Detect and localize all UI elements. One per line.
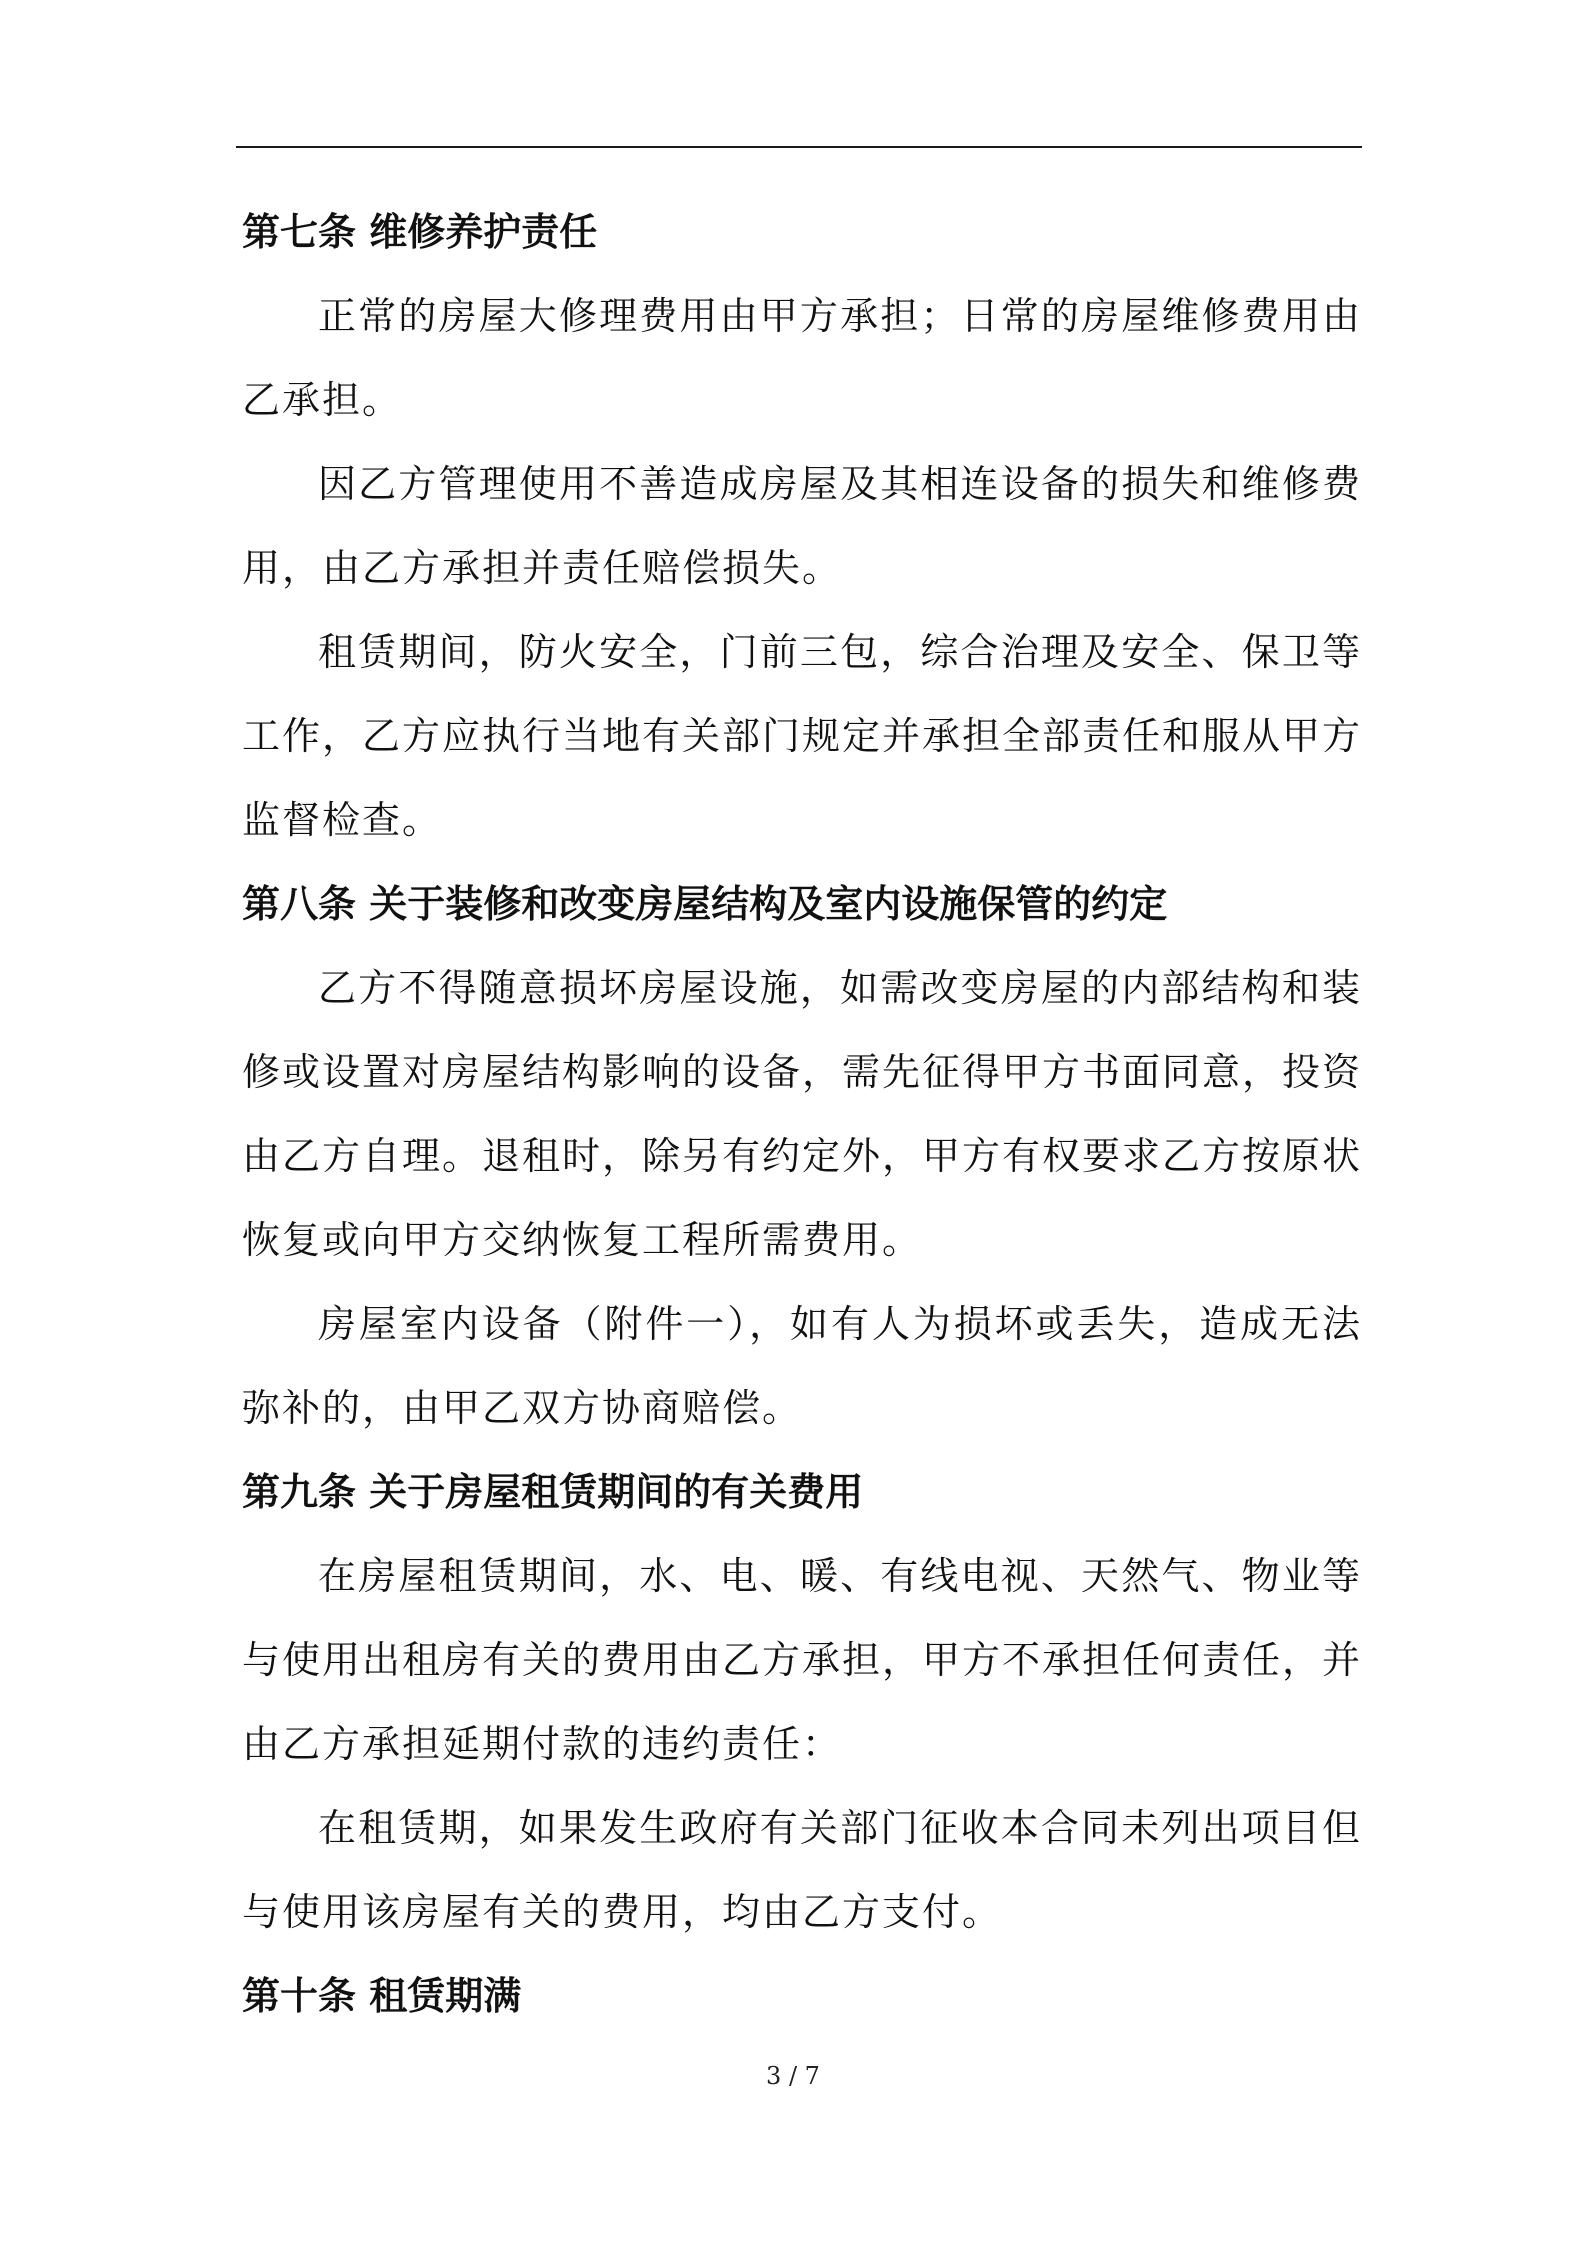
section-article-10 bbox=[242, 1954, 1362, 2038]
section-heading: 第十条 租赁期满 bbox=[242, 1974, 522, 2018]
section-heading: 第九条 关于房屋租赁期间的有关费用 bbox=[242, 1470, 864, 1514]
document-body bbox=[242, 190, 1362, 2038]
section-heading: 第七条 维修养护责任 bbox=[242, 210, 598, 254]
section-article-8 bbox=[242, 862, 1362, 1450]
page-number: 3 / 7 bbox=[766, 2062, 820, 2090]
section-article-7 bbox=[242, 190, 1362, 862]
paragraph: 租赁期间，防火安全，门前三包，综合治理及安全、保卫等工作，乙方应执行当地有关部门规定并承担全部责任和服从甲方监督检查。 bbox=[242, 630, 1363, 842]
header-rule bbox=[236, 146, 1362, 148]
paragraph: 乙方不得随意损坏房屋设施，如需改变房屋的内部结构和装修或设置对房屋结构影响的设备，需先征得甲方书面同意，投资由乙方自理。退租时，除另有约定外，甲方有权要求乙方按原状恢复或向甲方交纳恢复工程所需费用。 bbox=[242, 966, 1363, 1262]
paragraph: 因乙方管理使用不善造成房屋及其相连设备的损失和维修费用，由乙方承担并责任赔偿损失。 bbox=[242, 462, 1362, 590]
paragraph: 在租赁期，如果发生政府有关部门征收本合同未列出项目但与使用该房屋有关的费用，均由乙方支付。 bbox=[242, 1806, 1362, 1934]
paragraph: 在房屋租赁期间，水、电、暖、有线电视、天然气、物业等与使用出租房有关的费用由乙方承担，甲方不承担任何责任，并由乙方承担延期付款的违约责任： bbox=[242, 1554, 1363, 1766]
paragraph: 房屋室内设备（附件一），如有人为损坏或丢失，造成无法弥补的，由甲乙双方协商赔偿。 bbox=[242, 1302, 1362, 1430]
paragraph: 正常的房屋大修理费用由甲方承担；日常的房屋维修费用由乙承担。 bbox=[242, 294, 1362, 422]
section-heading: 第八条 关于装修和改变房屋结构及室内设施保管的约定 bbox=[242, 882, 1168, 926]
section-article-9 bbox=[242, 1450, 1362, 1954]
